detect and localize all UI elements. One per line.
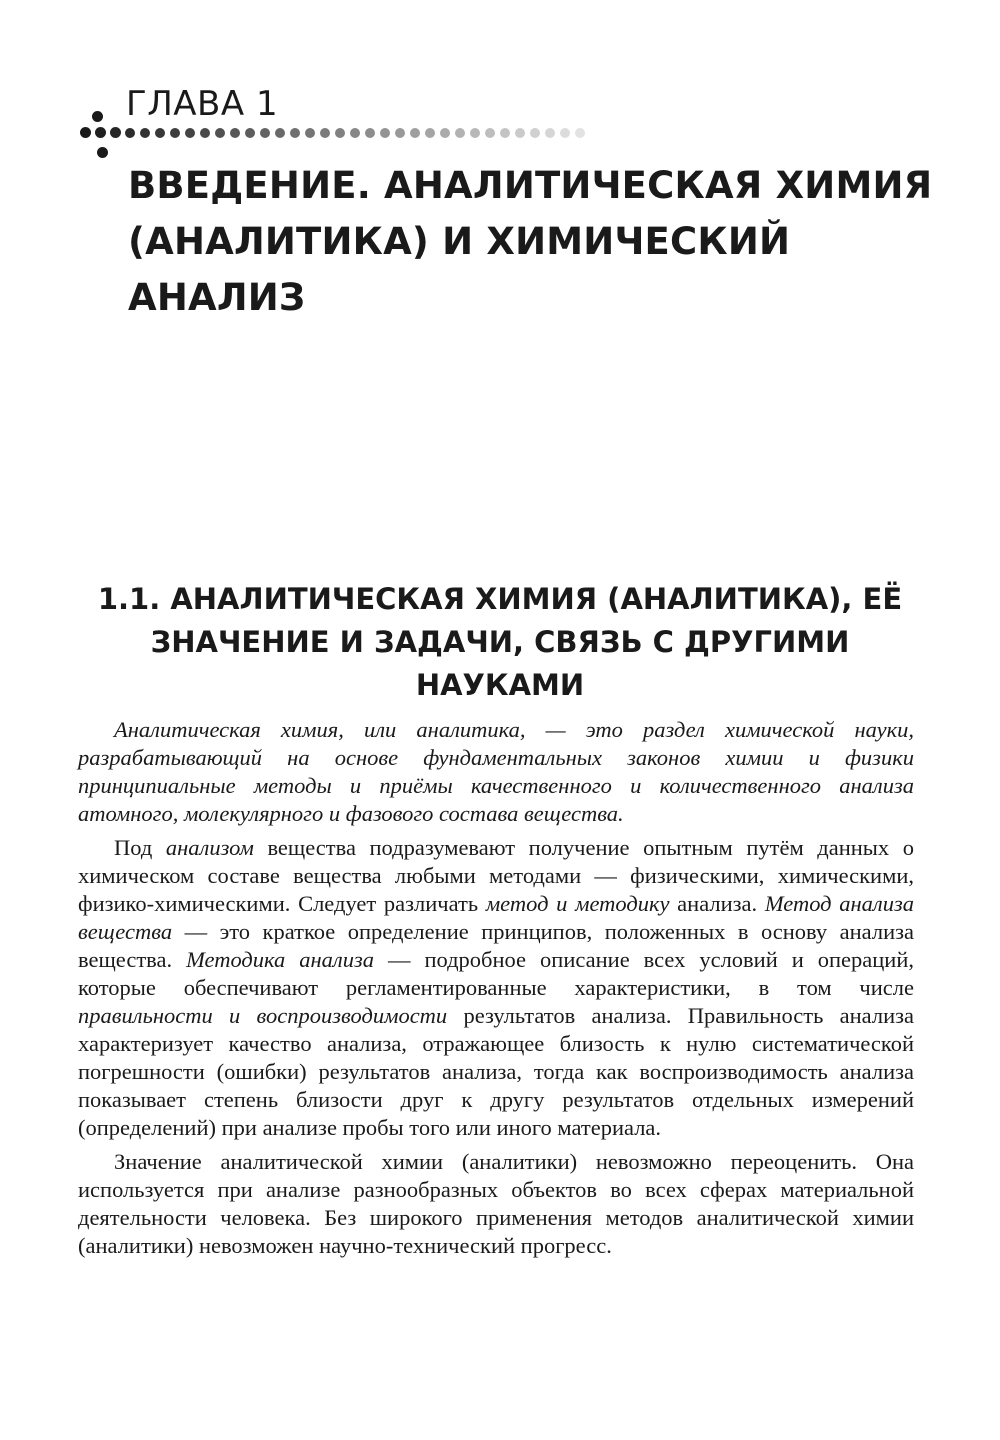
emphasis-method-definition: Метод анализа вещества: [78, 891, 915, 944]
decorative-dot: [95, 127, 106, 138]
decorative-dot: [350, 128, 360, 138]
decorative-dot: [530, 128, 540, 138]
decorative-dot: [545, 128, 555, 138]
text-run: — это краткое определение принципов, положенных в основу анализа вещества.: [78, 919, 914, 972]
decorative-dot: [155, 128, 165, 138]
bullet-dot-bottom: [97, 147, 108, 158]
decorative-dot-row: [80, 127, 600, 139]
decorative-dot: [500, 128, 510, 138]
decorative-dot: [515, 128, 525, 138]
decorative-dot: [410, 128, 420, 138]
decorative-dot: [125, 128, 135, 138]
decorative-dot: [455, 128, 465, 138]
decorative-dot: [305, 128, 315, 138]
decorative-dot: [470, 128, 480, 138]
decorative-dot: [365, 128, 375, 138]
decorative-dot: [140, 128, 150, 138]
decorative-dot: [110, 127, 121, 138]
decorative-dot: [260, 128, 270, 138]
text-run: анализа.: [669, 891, 765, 916]
decorative-dot: [425, 128, 435, 138]
decorative-dot: [80, 127, 91, 138]
decorative-dot: [200, 128, 210, 138]
decorative-dot: [290, 128, 300, 138]
section-body: [78, 716, 914, 1266]
decorative-dot: [560, 128, 570, 138]
decorative-dot: [185, 128, 195, 138]
decorative-dot: [245, 128, 255, 138]
emphasis-method: метод и методику: [485, 891, 670, 916]
decorative-dot: [215, 128, 225, 138]
emphasis-accuracy: правильности и воспроизводимости: [78, 1003, 448, 1028]
decorative-dot: [335, 128, 345, 138]
decorative-dot: [395, 128, 405, 138]
decorative-dot: [380, 128, 390, 138]
text-run: — подробное описание всех условий и операций, которые обеспечивают регламентированные характеристики, в том числе: [78, 947, 915, 1000]
decorative-dot: [575, 128, 585, 138]
decorative-dot: [275, 128, 285, 138]
paragraph-analysis: [78, 834, 914, 1142]
decorative-dot: [320, 128, 330, 138]
text-run: результатов анализа. Правильность анализа характеризует качество анализа, отражающее близость к нулю систематической погрешности (ошибки) результатов анализа, тогда как воспроизводимость анализа показывает степень близости друг к другу результатов отдельных измерений (определений) при анализе пробы того или иного материала.: [78, 1003, 914, 1140]
paragraph-importance: Значение аналитической химии (аналитики) невозможно переоценить. Она используется при анализе разнообразных объектов во всех сферах материальной деятельности человека. Без широкого применения методов аналитической химии (аналитики) невозможен научно-технический прогресс.: [78, 1149, 914, 1258]
text-run: вещества подразумевают получение опытным путём данных о химическом составе вещества любыми методами — физическими, химическими, физико-химическими. Следует различать: [78, 835, 914, 916]
chapter-title: ВВЕДЕНИЕ. АНАЛИТИЧЕСКАЯ ХИМИЯ (АНАЛИТИКА) И ХИМИЧЕСКИЙ АНАЛИЗ: [128, 164, 933, 319]
chapter-label: ГЛАВА 1: [126, 84, 279, 124]
definition-paragraph: Аналитическая химия, или аналитика, — это раздел химической науки, разрабатывающий на основе фундаментальных законов химии и физики принципиальные методы и приёмы качественного и количественного анализа атомного, молекулярного и фазового состава вещества.: [78, 717, 914, 826]
decorative-dot: [440, 128, 450, 138]
emphasis-methodology: Методика анализа: [186, 947, 374, 972]
bullet-dot-top: [92, 111, 103, 122]
text-run: Под: [114, 835, 166, 860]
decorative-dot: [170, 128, 180, 138]
section-title: 1.1. АНАЛИТИЧЕСКАЯ ХИМИЯ (АНАЛИТИКА), ЕЁ ЗНАЧЕНИЕ И ЗАДАЧИ, СВЯЗЬ С ДРУГИМИ НАУКАМИ: [97, 582, 903, 702]
emphasis-analysis: анализом: [165, 835, 254, 860]
decorative-dot: [230, 128, 240, 138]
decorative-dot: [485, 128, 495, 138]
